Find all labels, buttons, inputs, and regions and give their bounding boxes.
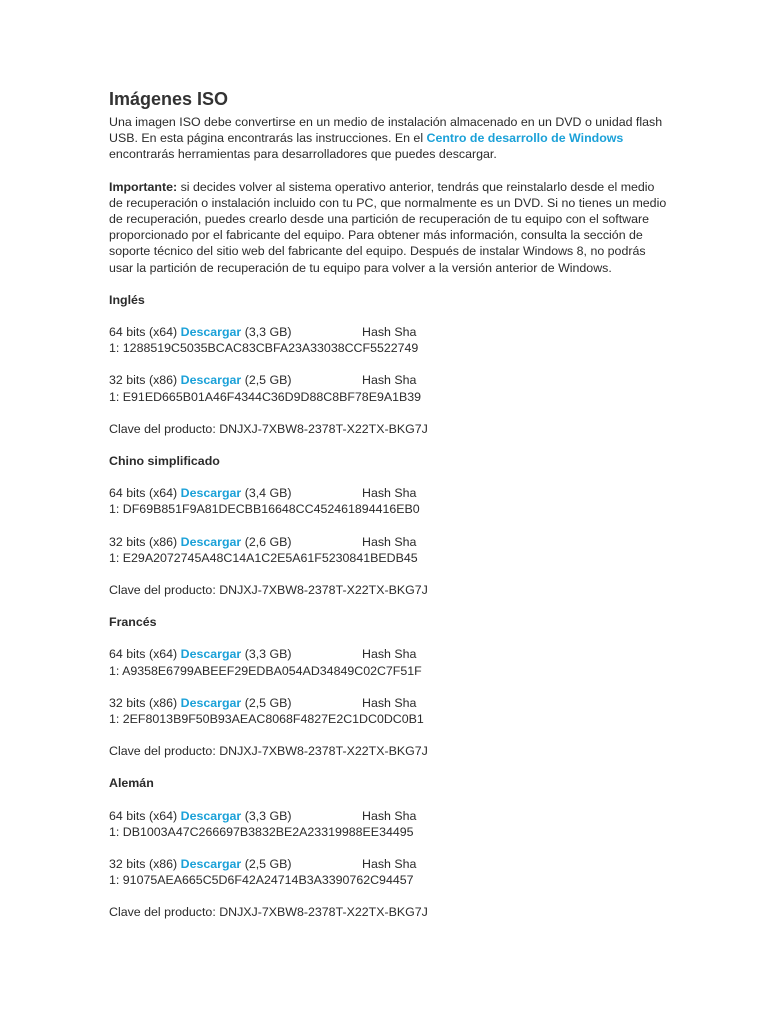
download-entry-x64 [109, 485, 669, 517]
hash-prefix: 1: [109, 873, 123, 888]
hash-prefix: 1: [109, 341, 123, 356]
hash-value: DF69B851F9A81DECBB16648CC452461894416EB0 [122, 502, 420, 517]
language-section-german [109, 775, 669, 920]
language-title: Inglés [109, 292, 145, 307]
download-entry-x64 [109, 324, 669, 356]
download-entry-x86 [109, 372, 669, 404]
file-size: (3,3 GB) [241, 808, 292, 823]
download-link[interactable]: Descargar [180, 647, 242, 662]
product-key-value: DNJXJ-7XBW8-2378T-X22TX-BKG7J [219, 905, 428, 920]
hash-label: Hash Sha [362, 486, 417, 501]
file-size: (2,5 GB) [241, 856, 292, 871]
product-key-label: Clave del producto: [109, 421, 220, 436]
download-entry-x86 [109, 856, 669, 888]
windows-dev-center-link[interactable]: Centro de desarrollo de Windows [426, 131, 624, 146]
download-entry-x86 [109, 534, 669, 566]
download-link[interactable]: Descargar [180, 856, 242, 871]
hash-prefix: 1: [109, 502, 123, 517]
hash-label: Hash Sha [362, 808, 417, 823]
intro-text-before: Una imagen ISO debe convertirse en un medio de instalación almacenado en un DVD o unidad flash USB. En esta página encontrarás las instrucciones. En el [109, 115, 663, 146]
file-size: (2,5 GB) [241, 373, 292, 388]
download-entry-x64 [109, 808, 669, 840]
file-size: (3,4 GB) [241, 486, 292, 501]
download-link[interactable]: Descargar [180, 695, 242, 710]
arch-label: 64 bits (x64) [109, 808, 181, 823]
file-size: (2,5 GB) [241, 695, 292, 710]
hash-prefix: 1: [109, 389, 123, 404]
download-link[interactable]: Descargar [180, 808, 242, 823]
hash-prefix: 1: [109, 824, 123, 839]
language-title: Francés [109, 615, 157, 630]
download-link[interactable]: Descargar [180, 486, 242, 501]
language-section-english [109, 292, 669, 437]
product-key-line [109, 904, 669, 920]
product-key-value: DNJXJ-7XBW8-2378T-X22TX-BKG7J [219, 421, 428, 436]
language-section-chinese-simplified [109, 453, 669, 598]
product-key-label: Clave del producto: [109, 583, 220, 597]
important-text: si decides volver al sistema operativo anterior, tendrás que reinstalarlo desde el medio de recuperación o instalación incluido con tu PC, que normalmente es un DVD. Si no tienes un medio de recuperación, puedes crearlo desde una partición de recuperación de tu equipo con el software proporcionado por el fabricante del equipo. Para obtener más información, consulta la sección de soporte técnico del sitio web del fabricante del equipo. Después de instalar Windows 8, no podrás usar la partición de recuperación de tu equipo para volver a la versión anterior de Windows. [109, 179, 667, 275]
download-entry-x64 [109, 646, 669, 678]
file-size: (3,3 GB) [241, 647, 292, 662]
hash-prefix: 1: [109, 663, 123, 678]
product-key-line [109, 582, 669, 598]
hash-prefix: 1: [109, 550, 123, 565]
arch-label: 32 bits (x86) [109, 373, 181, 388]
hash-value: 91075AEA665C5D6F42A24714B3A3390762C94457 [122, 873, 414, 888]
hash-value: A9358E6799ABEEF29EDBA054AD34849C02C7F51F [122, 663, 422, 678]
important-label: Importante: [109, 179, 178, 194]
download-link[interactable]: Descargar [180, 373, 242, 388]
file-size: (2,6 GB) [241, 534, 292, 549]
page-title: Imágenes ISO [109, 89, 229, 109]
hash-value: DB1003A47C266697B3832BE2A23319988EE34495 [122, 824, 414, 839]
language-sections [109, 292, 669, 921]
product-key-label: Clave del producto: [109, 744, 220, 759]
download-link[interactable]: Descargar [180, 534, 242, 549]
hash-label: Hash Sha [362, 534, 417, 549]
arch-label: 32 bits (x86) [109, 534, 181, 549]
language-title: Chino simplificado [109, 454, 220, 469]
product-key-value: DNJXJ-7XBW8-2378T-X22TX-BKG7J [219, 583, 428, 597]
hash-label: Hash Sha [362, 373, 417, 388]
language-title: Alemán [109, 776, 154, 791]
important-paragraph [109, 179, 669, 276]
hash-value: 2EF8013B9F50B93AEAC8068F4827E2C1DC0DC0B1 [122, 711, 424, 726]
hash-prefix: 1: [109, 711, 123, 726]
arch-label: 64 bits (x64) [109, 647, 181, 662]
product-key-label: Clave del producto: [109, 905, 220, 920]
hash-label: Hash Sha [362, 856, 417, 871]
hash-label: Hash Sha [362, 695, 417, 710]
intro-text-after: encontrarás herramientas para desarrolladores que puedes descargar. [109, 147, 497, 162]
language-section-french [109, 614, 669, 759]
hash-value: 1288519C5035BCAC83CBFA23A33038CCF5522749 [122, 341, 419, 356]
arch-label: 64 bits (x64) [109, 486, 181, 501]
intro-paragraph [109, 114, 669, 163]
hash-value: E91ED665B01A46F4344C36D9D88C8BF78E9A1B39 [122, 389, 422, 404]
document-content [109, 88, 669, 937]
arch-label: 32 bits (x86) [109, 856, 181, 871]
file-size: (3,3 GB) [241, 325, 292, 340]
product-key-value: DNJXJ-7XBW8-2378T-X22TX-BKG7J [219, 744, 428, 759]
hash-value: E29A2072745A48C14A1C2E5A61F5230841BEDB45 [122, 550, 418, 565]
arch-label: 32 bits (x86) [109, 695, 181, 710]
product-key-line [109, 421, 669, 437]
hash-label: Hash Sha [362, 647, 417, 662]
download-link[interactable]: Descargar [180, 325, 242, 340]
arch-label: 64 bits (x64) [109, 325, 181, 340]
download-entry-x86 [109, 695, 669, 727]
product-key-line [109, 743, 669, 759]
hash-label: Hash Sha [362, 325, 417, 340]
